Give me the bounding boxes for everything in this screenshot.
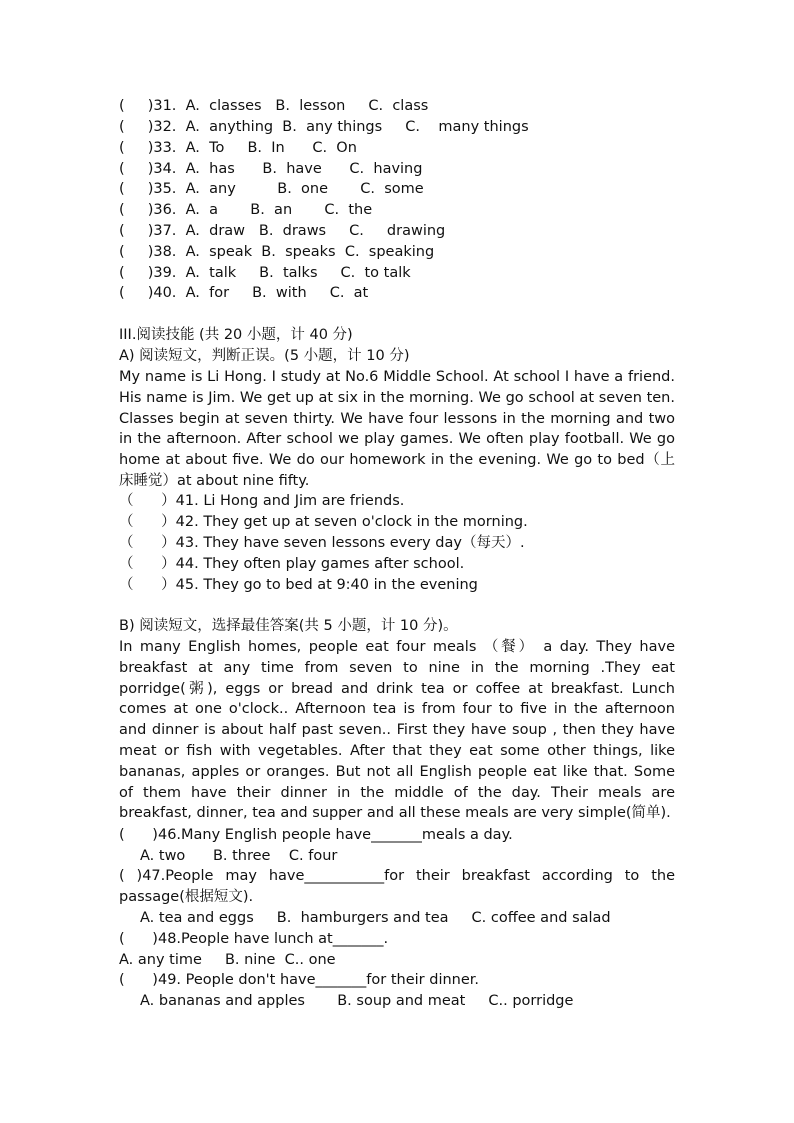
mc-options-49: A. bananas and apples B. soup and meat C.. porridge — [140, 993, 574, 1009]
tf-question-41: （ ）41. Li Hong and Jim are friends. — [119, 493, 405, 509]
part-a-passage: My name is Li Hong. I study at No.6 Middle School. At school I have a friend. His name is Jim. We get up at six in the morning. We go school at seven ten. Classes begin at seven thirty. We have four lessons in the morning and two in the afternoon. After school we play games. We often play football. We go home at about five. We do our homework in the evening. We go to bed（上床睡觉）at about nine fifty. — [119, 369, 675, 489]
part-b-passage: In many English homes, people eat four meals （餐） a day. They have breakfast at any time from seven to nine in the morning .They eat porridge(粥), eggs or bread and drink tea or coffee at breakfast. Lunch comes at one o'clock.. Afternoon tea is from four to five in the afternoon and dinner is about half past seven.. First they have soup , then they have meat or fish with vegetables. After that they eat some other things, like bananas, apples or oranges. But not all English people eat like that. Some of them have their dinner in the middle of the day. Their meals are breakfast, dinner, tea and supper and all these meals are very simple(简单). — [119, 639, 675, 822]
mc-question-49: ( )49. People don't have_______for their dinner. — [119, 972, 480, 988]
mc-question-48: ( )48.People have lunch at_______. — [119, 931, 389, 947]
mc-options-47: A. tea and eggs B. hamburgers and tea C. coffee and salad — [140, 910, 611, 926]
choice-item-33: ( )33. A. To B. In C. On — [119, 140, 357, 156]
section-title: III.阅读技能 (共 20 小题，计 40 分) — [119, 327, 353, 343]
choice-item-32: ( )32. A. anything B. any things C. many things — [119, 119, 529, 135]
choice-item-37: ( )37. A. draw B. draws C. drawing — [119, 223, 446, 239]
tf-question-45: （ ）45. They go to bed at 9:40 in the evening — [119, 577, 478, 593]
tf-question-42: （ ）42. They get up at seven o'clock in the morning. — [119, 514, 528, 530]
tf-question-44: （ ）44. They often play games after school. — [119, 556, 465, 572]
part-b-title: B) 阅读短文，选择最佳答案(共 5 小题，计 10 分)。 — [119, 618, 458, 634]
tf-question-43: （ ）43. They have seven lessons every day（每天）. — [119, 535, 525, 551]
mc-question-46: ( )46.Many English people have_______meals a day. — [119, 827, 513, 843]
mc-options-48: A. any time B. nine C.. one — [119, 952, 336, 968]
choice-item-36: ( )36. A. a B. an C. the — [119, 202, 373, 218]
choice-item-39: ( )39. A. talk B. talks C. to talk — [119, 265, 411, 281]
part-a-title: A) 阅读短文，判断正误。(5 小题，计 10 分) — [119, 348, 410, 364]
choice-item-35: ( )35. A. any B. one C. some — [119, 181, 424, 197]
choice-item-31: ( )31. A. classes B. lesson C. class — [119, 98, 429, 114]
choice-item-34: ( )34. A. has B. have C. having — [119, 161, 423, 177]
choice-item-40: ( )40. A. for B. with C. at — [119, 285, 369, 301]
mc-options-46: A. two B. three C. four — [140, 848, 338, 864]
choice-item-38: ( )38. A. speak B. speaks C. speaking — [119, 244, 435, 260]
mc-question-47: ( )47.People may have___________for their breakfast according to the passage(根据短文). — [119, 868, 675, 905]
